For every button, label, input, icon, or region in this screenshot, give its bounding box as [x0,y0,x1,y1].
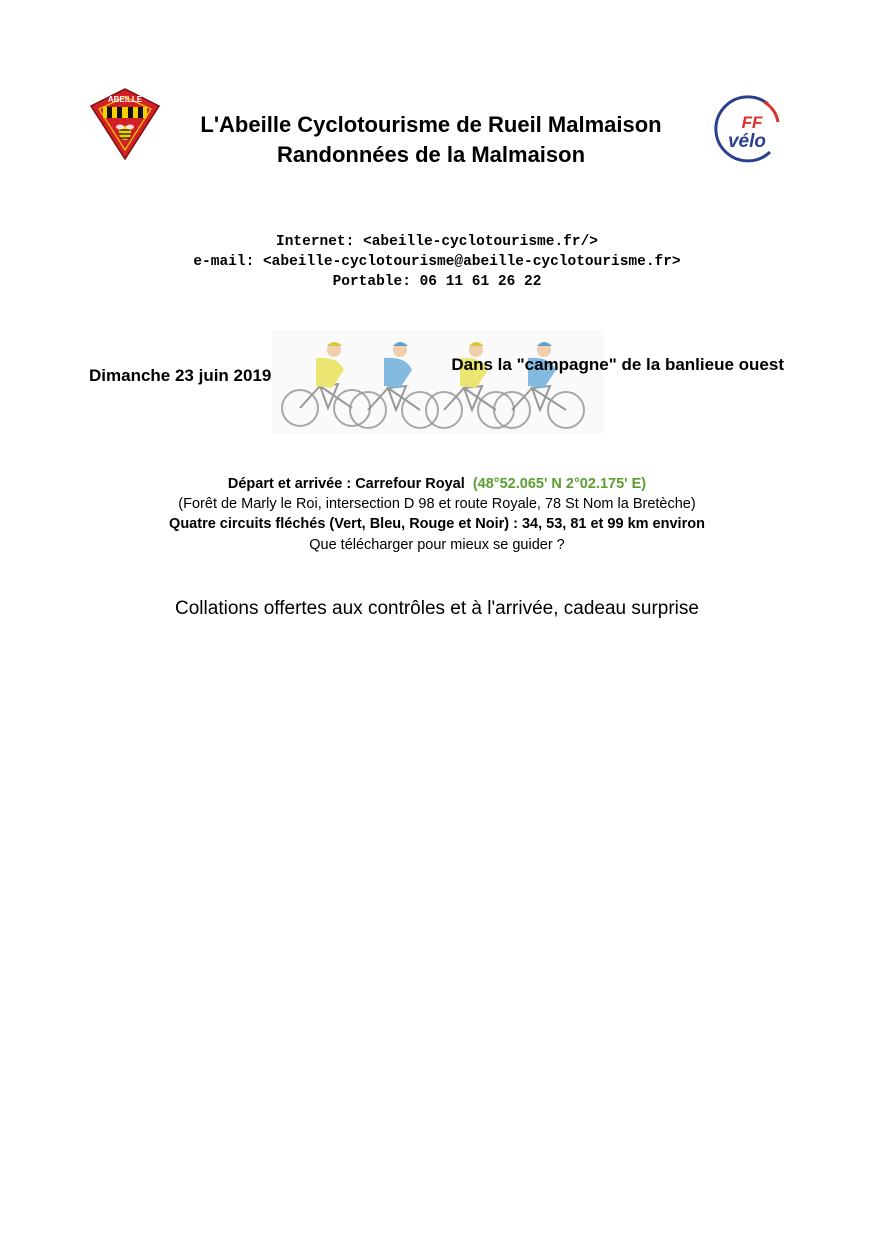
phone-line: Portable: 06 11 61 26 22 [332,274,542,290]
depart-label: Départ et arrivée : Carrefour Royal [227,476,465,492]
collations-line: Collations offertes aux contrôles et à l'arrivée, cadeau surprise [175,598,699,619]
download-line: Que télécharger pour mieux se guider ? [309,537,565,553]
abeille-logo-text: ABEILLE [107,95,143,104]
event-subtitle: Randonnées de la Malmaison [276,142,586,167]
circuits-line: Quatre circuits fléchés (Vert, Bleu, Rouge et Noir) : 34, 53, 81 et 99 km environ [169,516,705,532]
location-line: (Forêt de Marly le Roi, intersection D 98 et route Royale, 78 St Nom la Bretèche) [178,496,696,512]
depart-line [60,474,814,494]
ffvelo-logo [708,92,782,164]
email-line: e-mail: <abeille-cyclotourisme@abeille-cyclotourisme.fr> [193,254,681,270]
internet-line: Internet: <abeille-cyclotourisme.fr/> [276,234,598,250]
event-date: Dimanche 23 juin 2019 [89,366,272,385]
gps-coordinates: (48°52.065' N 2°02.175' E) [472,476,647,492]
ffvelo-logo-ff: FF [741,113,763,132]
cyclists-illustration [272,330,604,434]
event-tagline: Dans la "campagne" de la banlieue ouest [451,355,784,374]
club-title: L'Abeille Cyclotourisme de Rueil Malmaison [200,112,662,137]
ffvelo-logo-velo: vélo [727,131,767,152]
